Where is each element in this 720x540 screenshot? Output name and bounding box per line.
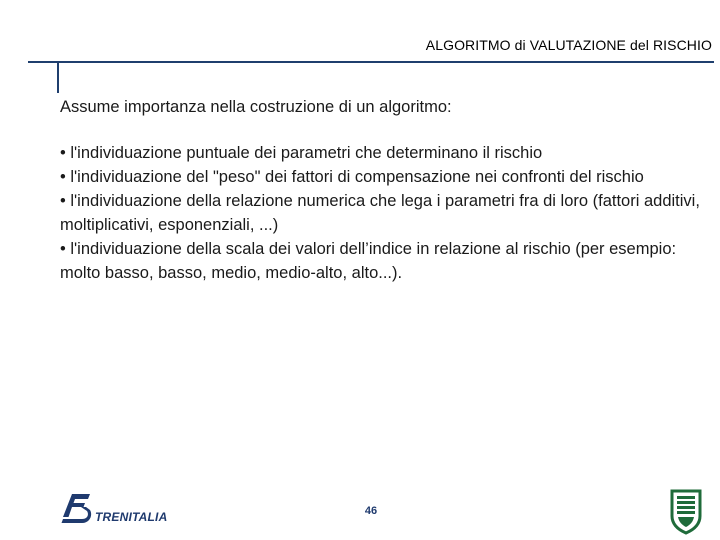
page-number: 46 (364, 505, 378, 517)
intro-text: Assume importanza nella costruzione di un algoritmo: (60, 98, 452, 116)
bullet-list (60, 141, 700, 285)
fs-logo-icon (60, 490, 92, 526)
bullet-item: • l'individuazione del "peso" dei fattori di compensazione nei confronti del rischio (60, 168, 644, 186)
slide-body (60, 95, 700, 285)
brand-name: TRENITALIA (95, 510, 168, 524)
bullet-item: • l'individuazione della relazione numerica che lega i parametri fra di loro (fattori additivi, moltiplicativi, esponenziali, ...) (60, 192, 700, 234)
crest-icon (666, 488, 706, 536)
trenitalia-logo (60, 490, 180, 526)
bullet-item: • l'individuazione puntuale dei parametri che determinano il rischio (60, 144, 543, 162)
header-divider (28, 61, 714, 63)
header-divider-tick (57, 62, 59, 93)
bullet-item: • l'individuazione della scala dei valori dell’indice in relazione al rischio (per esempio: molto basso, basso, medio, medio-alto, alto...). (60, 240, 677, 282)
slide-title: ALGORITMO di VALUTAZIONE del RISCHIO (425, 37, 712, 53)
